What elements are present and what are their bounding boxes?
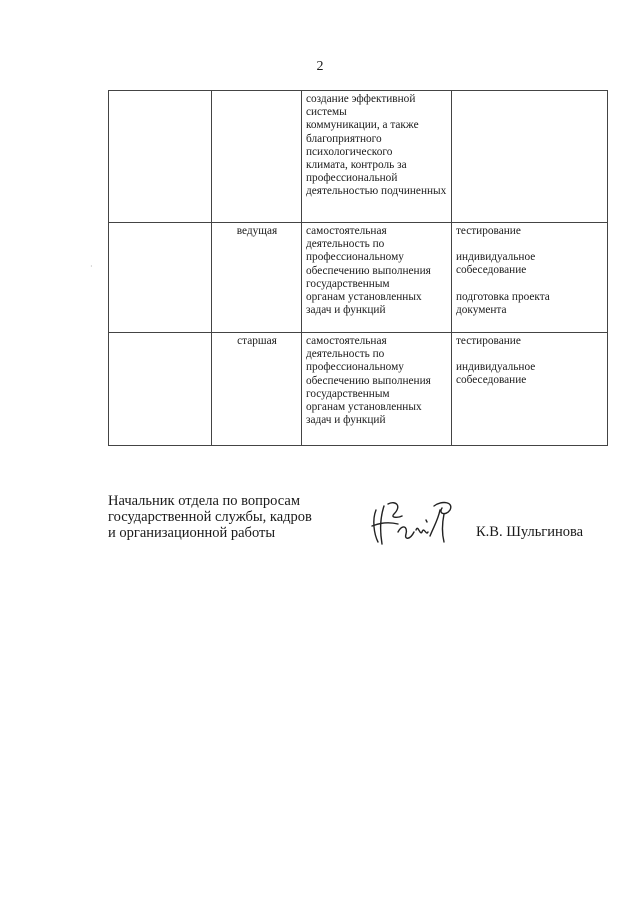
position-line: государственной службы, кадров bbox=[108, 509, 312, 525]
table-row bbox=[109, 223, 608, 333]
skills-line: государственным bbox=[306, 387, 390, 400]
signatory-position bbox=[108, 493, 312, 541]
level-cell: ведущая bbox=[212, 223, 302, 333]
margin-mark: · bbox=[90, 262, 93, 271]
skills-cell bbox=[302, 91, 452, 223]
skills-line: профессиональному bbox=[306, 361, 404, 374]
level-cell: старшая bbox=[212, 333, 302, 446]
skills-line: благоприятного bbox=[306, 132, 382, 145]
signatory-name: К.В. Шульгинова bbox=[476, 524, 584, 540]
methods-cell bbox=[452, 333, 608, 446]
methods-cell bbox=[452, 223, 608, 333]
handwritten-signature bbox=[368, 496, 460, 548]
skills-line: обеспечению выполнения bbox=[306, 374, 431, 387]
page-number: 2 bbox=[316, 59, 324, 74]
skills-line: коммуникации, а также bbox=[306, 119, 419, 132]
empty-cell bbox=[109, 91, 212, 223]
skills-line: системы bbox=[306, 106, 347, 119]
skills-line: создание эффективной bbox=[306, 93, 416, 105]
level-cell bbox=[212, 91, 302, 223]
table-row bbox=[109, 91, 608, 223]
position-line: Начальник отдела по вопросам bbox=[108, 493, 301, 509]
position-line: и организационной работы bbox=[108, 525, 276, 541]
skills-line: деятельность по bbox=[306, 238, 385, 251]
skills-line: органам установленных bbox=[306, 401, 422, 414]
skills-line: задач и функций bbox=[306, 304, 386, 317]
skills-line: самостоятельная bbox=[306, 225, 387, 237]
methods-cell bbox=[452, 91, 608, 223]
skills-cell bbox=[302, 333, 452, 446]
skills-line: задач и функций bbox=[306, 414, 386, 427]
skills-line: профессиональному bbox=[306, 251, 404, 264]
method-line: тестирование bbox=[456, 225, 521, 237]
empty-cell bbox=[109, 223, 212, 333]
skills-line: деятельность по bbox=[306, 348, 385, 361]
skills-line: профессиональной bbox=[306, 172, 398, 185]
method-line: индивидуальное bbox=[456, 251, 536, 264]
skills-line: самостоятельная bbox=[306, 335, 387, 347]
method-line: индивидуальное bbox=[456, 361, 536, 374]
skills-line: органам установленных bbox=[306, 291, 422, 304]
method-line: тестирование bbox=[456, 335, 521, 347]
skills-line: государственным bbox=[306, 277, 390, 290]
empty-cell bbox=[109, 333, 212, 446]
skills-line: деятельностью подчиненных bbox=[306, 185, 447, 198]
method-line: собеседование bbox=[456, 374, 527, 387]
skills-line: психологического bbox=[306, 145, 393, 158]
method-line: документа bbox=[456, 303, 507, 316]
skills-cell bbox=[302, 223, 452, 333]
skills-line: климата, контроль за bbox=[306, 159, 407, 172]
method-line: собеседование bbox=[456, 264, 527, 277]
table-row bbox=[109, 333, 608, 446]
competency-table bbox=[108, 90, 608, 446]
skills-line: обеспечению выполнения bbox=[306, 264, 431, 277]
method-line: подготовка проекта bbox=[456, 290, 550, 303]
